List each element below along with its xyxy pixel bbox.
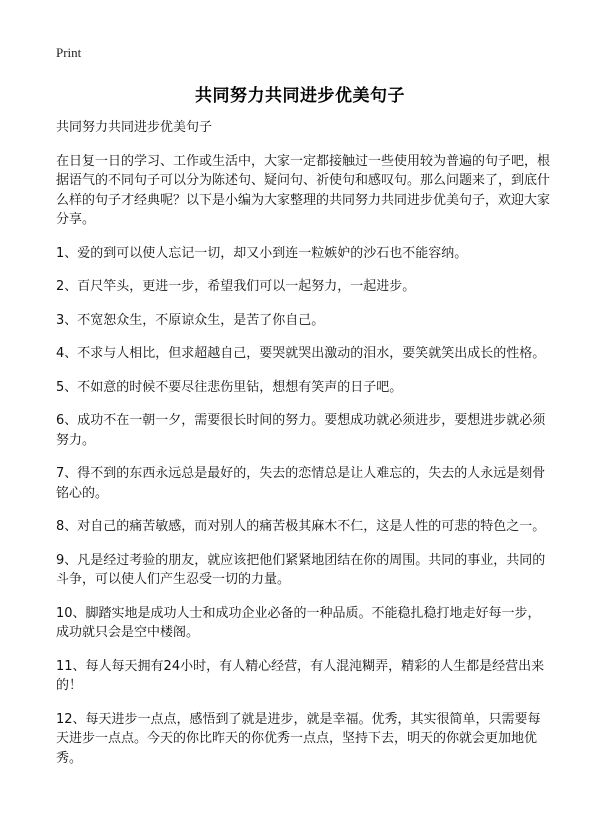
list-item: 5、不如意的时候不要尽往悲伤里钻，想想有笑声的日子吧。 [56, 379, 403, 395]
list-item: 11、每人每天拥有24小时，有人精心经营，有人混沌糊弄，精彩的人生都是经营出来的！ [56, 658, 545, 693]
document-body [56, 118, 553, 782]
list-item: 3、不宽恕众生，不原谅众生，是苦了你自己。 [56, 312, 325, 328]
list-item: 9、凡是经过考验的朋友，就应该把他们紧紧地团结在你的周围。共同的事业，共同的斗争，可以使人们产生忍受一切的力量。 [56, 552, 546, 587]
document-subtitle: 共同努力共同进步优美句子 [56, 120, 213, 135]
list-item: 1、爱的到可以使人忘记一切，却又小到连一粒嫉妒的沙石也不能容纳。 [56, 245, 468, 261]
list-item: 6、成功不在一朝一夕，需要很长时间的努力。要想成功就必须进步，要想进步就必须努力。 [56, 413, 546, 448]
list-item: 4、不求与人相比，但求超越自己，要哭就哭出激动的泪水，要笑就笑出成长的性格。 [56, 346, 546, 361]
intro-paragraph: 在日复一日的学习、工作或生活中，大家一定都接触过一些使用较为普遍的句子吧，根据语气的不同句子可以分为陈述句、疑问句、祈使句和感叹句。那么问题来了，到底什么样的句子才经典呢？以下是小编为大家整理的共同努力共同进步优美句子，欢迎大家分享。 [56, 153, 551, 227]
list-item: 10、脚踏实地是成功人士和成功企业必备的一种品质。不能稳扎稳打地走好每一步，成功就只会是空中楼阁。 [56, 605, 541, 640]
list-item: 12、每天进步一点点，感悟到了就是进步，就是幸福。优秀，其实很简单，只需要每天进步一点点。今天的你比昨天的你优秀一点点，坚持下去，明天的你就会更加地优秀。 [56, 711, 541, 766]
list-item: 8、对自己的痛苦敏感，而对别人的痛苦极其麻木不仁，这是人性的可悲的特色之一。 [56, 519, 546, 534]
list-item: 7、得不到的东西永远总是最好的，失去的恋情总是让人难忘的，失去的人永远是刻骨铭心的。 [56, 466, 546, 501]
list-item: 2、百尺竿头，更进一步，希望我们可以一起努力，一起进步。 [56, 279, 416, 294]
print-link[interactable]: Print [56, 45, 82, 60]
document-title: 共同努力共同进步优美句子 [195, 86, 405, 106]
